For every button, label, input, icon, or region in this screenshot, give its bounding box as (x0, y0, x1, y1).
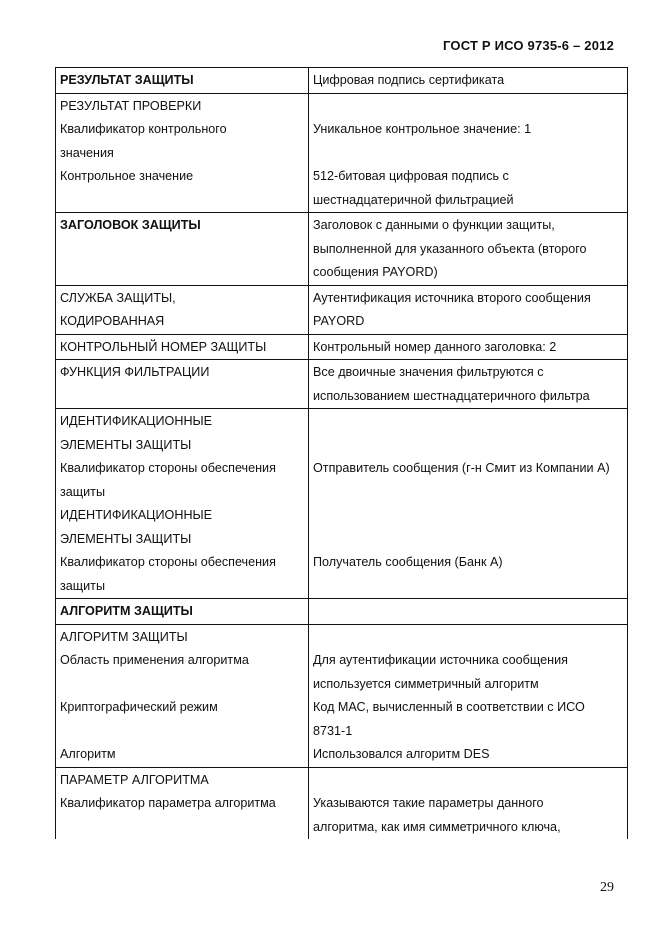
table-cell-right (309, 335, 628, 360)
cell-line: Алгоритм (60, 747, 116, 761)
cell-line: ПАРАМЕТР АЛГОРИТМА (60, 772, 209, 787)
cell-line: Квалификатор стороны обеспечения (60, 555, 276, 569)
cell-line: СЛУЖБА ЗАЩИТЫ, (60, 290, 176, 305)
cell-line: ИДЕНТИФИКАЦИОННЫЕ (60, 414, 213, 428)
cell-line: Для аутентификации источника сообщения (313, 653, 568, 667)
cell-line: Использовался алгоритм DES (313, 747, 490, 761)
cell-line: ЭЛЕМЕНТЫ ЗАЩИТЫ (60, 531, 192, 546)
cell-line: Контрольное значение (60, 169, 194, 183)
table-cell-right (309, 286, 628, 334)
table-cell-left (55, 409, 309, 598)
cell-line-blank (313, 626, 624, 650)
cell-line: Код МАС, вычисленный в соответствии с ИСО (313, 700, 585, 714)
cell-line-blank (313, 481, 624, 505)
table-cell-left (55, 768, 309, 840)
cell-line: АЛГОРИТМ ЗАЩИТЫ (60, 604, 193, 618)
table-cell-left (55, 213, 309, 285)
cell-line: использованием шестнадцатеричного фильтра (313, 388, 590, 403)
cell-line-blank (313, 575, 624, 599)
cell-line: PAYORD (313, 314, 365, 328)
cell-line: ЭЛЕМЕНТЫ ЗАЩИТЫ (60, 437, 192, 452)
cell-line: КОДИРОВАННАЯ (60, 314, 165, 328)
cell-line: Квалификатор стороны обеспечения (60, 461, 276, 475)
table-cell-right (309, 360, 628, 408)
cell-line: Область применения алгоритма (60, 653, 249, 667)
cell-line: Отправитель сообщения (г-н Смит из Компании А) (313, 461, 610, 475)
table-cell-right (309, 94, 628, 213)
cell-line: ИДЕНТИФИКАЦИОННЫЕ (60, 508, 213, 522)
cell-line: Квалификатор контрольного (60, 122, 227, 136)
cell-line: 8731-1 (313, 723, 353, 738)
cell-line: ФУНКЦИЯ ФИЛЬТРАЦИИ (60, 365, 210, 379)
cell-line: Заголовок с данными о функции защиты, (313, 218, 555, 232)
cell-line-blank (313, 504, 624, 528)
cell-line-blank (313, 142, 624, 166)
cell-line: Квалификатор параметра алгоритма (60, 796, 276, 810)
cell-line: используется симметричный алгоритм (313, 676, 539, 691)
table-cell-right (309, 625, 628, 767)
cell-line-blank (313, 600, 624, 624)
cell-line-blank (60, 189, 305, 213)
cell-line: Контрольный номер данного заголовка: 2 (313, 339, 557, 354)
table-cell-right (309, 768, 628, 840)
cell-line: АЛГОРИТМ ЗАЩИТЫ (60, 629, 188, 644)
table-row (55, 213, 628, 286)
table-cell-left (55, 335, 309, 360)
cell-line: Аутентификация источника второго сообщения (313, 290, 591, 305)
table-row (55, 360, 628, 409)
table-cell-left (55, 625, 309, 767)
cell-line: выполненной для указанного объекта (второго (313, 241, 587, 256)
table-row (55, 94, 628, 214)
cell-line: Криптографический режим (60, 700, 218, 714)
table-cell-left (55, 360, 309, 408)
cell-line: сообщения PAYORD) (313, 265, 438, 279)
table-row (55, 625, 628, 768)
cell-line: Указываются такие параметры данного (313, 796, 544, 810)
table-row (55, 286, 628, 335)
cell-line: Цифровая подпись сертификата (313, 73, 505, 87)
cell-line: Уникальное контрольное значение: 1 (313, 122, 532, 136)
table-cell-right (309, 409, 628, 598)
table-cell-left (55, 68, 309, 93)
table-row (55, 599, 628, 625)
cell-line: защиты (60, 578, 105, 593)
cell-line: алгоритма, как имя симметричного ключа, (313, 819, 561, 834)
table-cell-left (55, 94, 309, 213)
cell-line-blank (313, 410, 624, 434)
cell-line: значения (60, 145, 114, 160)
table-cell-right (309, 599, 628, 624)
cell-line: шестнадцатеричной фильтрацией (313, 192, 514, 207)
page-number: 29 (600, 880, 614, 895)
cell-line-blank (313, 434, 624, 458)
cell-line: 512-битовая цифровая подпись с (313, 169, 509, 183)
cell-line-blank (313, 95, 624, 119)
cell-line: Получатель сообщения (Банк А) (313, 555, 503, 569)
document-header-standard: ГОСТ Р ИСО 9735-6 – 2012 (443, 38, 614, 53)
cell-line: РЕЗУЛЬТАТ ЗАЩИТЫ (60, 73, 194, 87)
table-cell-right (309, 213, 628, 285)
cell-line: КОНТРОЛЬНЫЙ НОМЕР ЗАЩИТЫ (60, 339, 267, 354)
cell-line: защиты (60, 484, 105, 499)
table-cell-right (309, 68, 628, 93)
cell-line-blank (313, 528, 624, 552)
security-structure-table (55, 67, 628, 839)
table-cell-left (55, 286, 309, 334)
table-row (55, 335, 628, 361)
table-row (55, 768, 628, 840)
table-row (55, 409, 628, 599)
cell-line-blank (60, 816, 305, 840)
cell-line-blank (60, 720, 305, 744)
cell-line: РЕЗУЛЬТАТ ПРОВЕРКИ (60, 98, 202, 113)
cell-line-blank (313, 769, 624, 793)
cell-line: Все двоичные значения фильтруются с (313, 365, 544, 379)
table-cell-left (55, 599, 309, 624)
table-row (55, 68, 628, 94)
cell-line-blank (60, 673, 305, 697)
cell-line: ЗАГОЛОВОК ЗАЩИТЫ (60, 218, 201, 232)
